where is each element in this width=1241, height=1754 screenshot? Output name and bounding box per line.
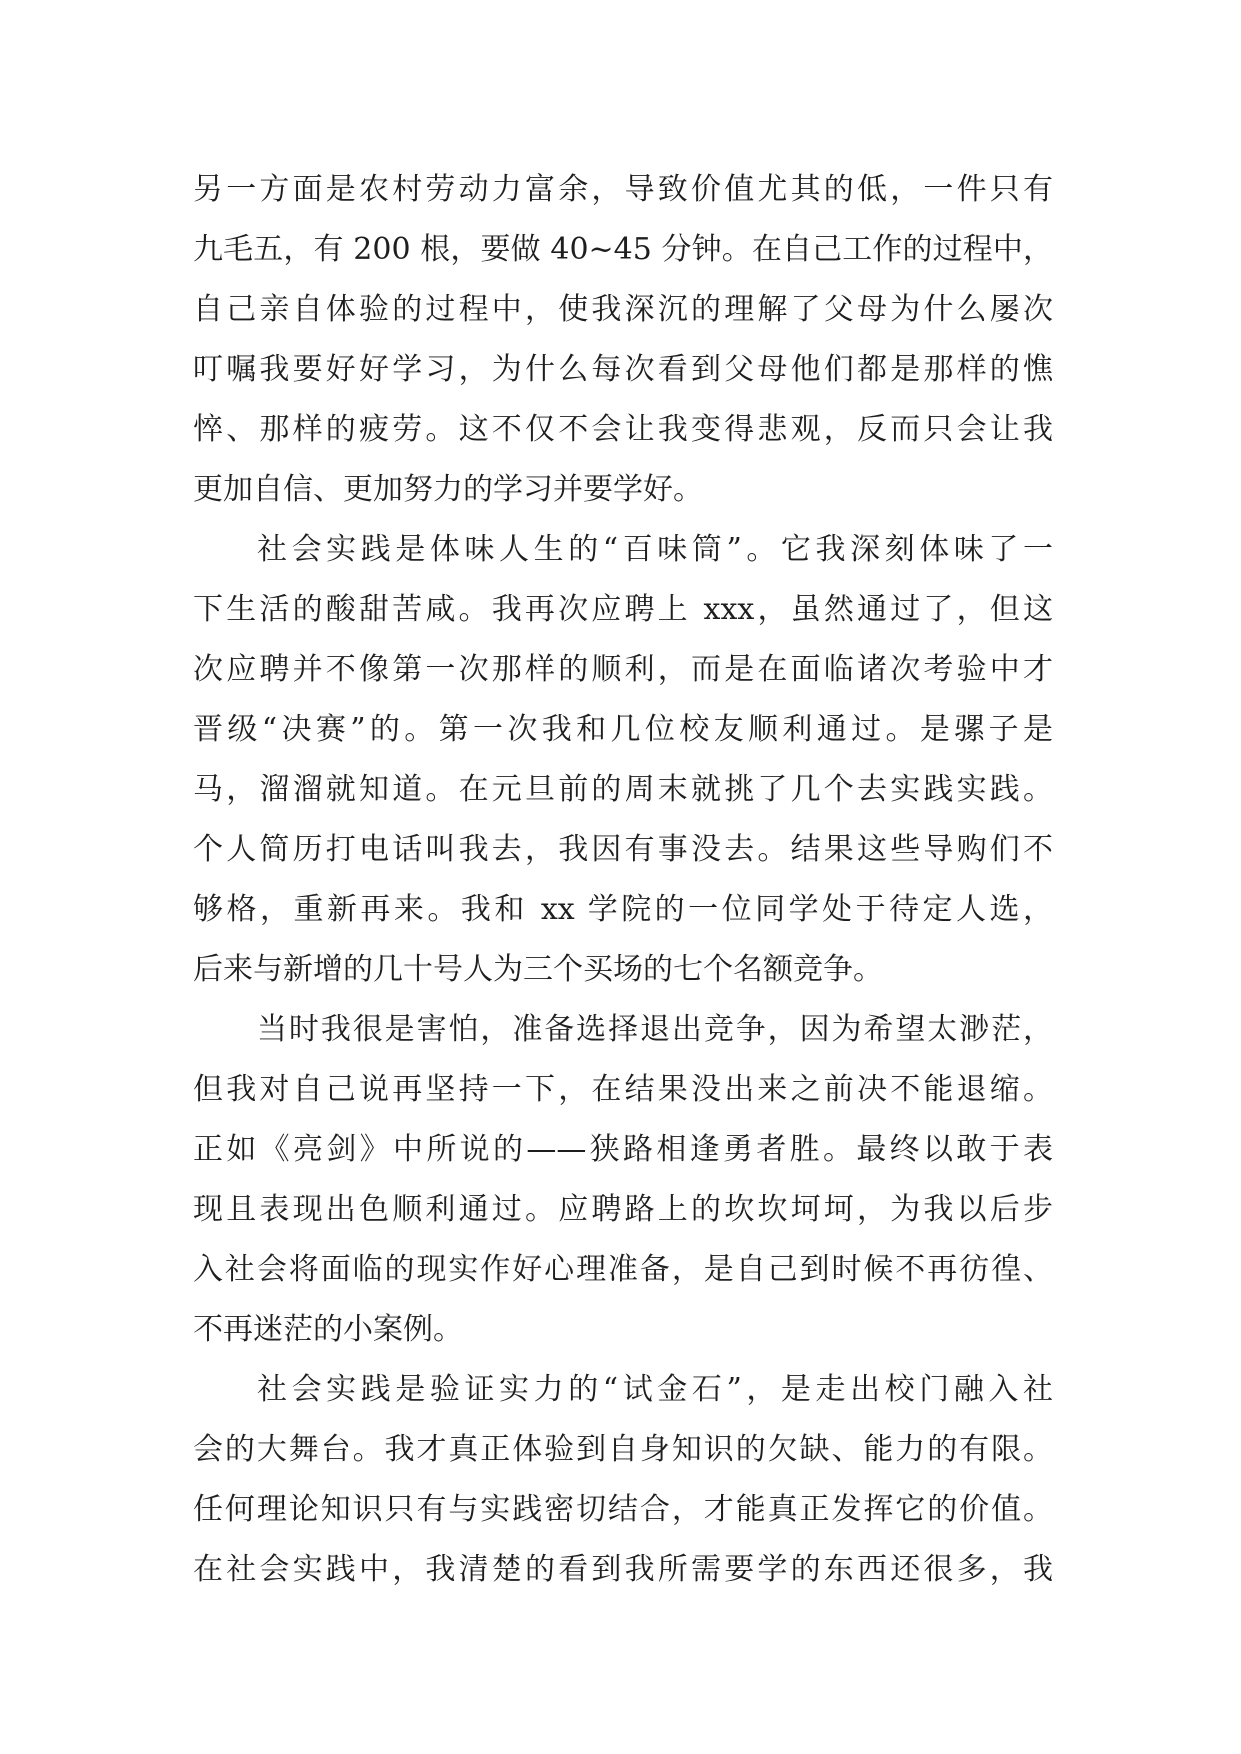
text-line: 另一方面是农村劳动力富余，导致价值尤其的低，一件只有 — [193, 172, 1053, 207]
text-line: 不再迷茫的小案例。 — [193, 1312, 463, 1347]
text-line: 更加自信、更加努力的学习并要学好。 — [193, 472, 703, 507]
text-line: 在社会实践中，我清楚的看到我所需要学的东西还很多，我 — [193, 1552, 1053, 1587]
text-line: 入社会将面临的现实作好心理准备，是自己到时候不再彷徨、 — [193, 1252, 1053, 1287]
text-line: 现且表现出色顺利通过。应聘路上的坎坎坷坷，为我以后步 — [193, 1192, 1053, 1227]
text-line: 九毛五，有 200 根，要做 40~45 分钟。在自己工作的过程中， — [193, 232, 1053, 267]
text-line: 后来与新增的几十号人为三个买场的七个名额竞争。 — [193, 952, 883, 987]
text-line: 悴、那样的疲劳。这不仅不会让我变得悲观，反而只会让我 — [193, 412, 1053, 447]
text-line: 正如《亮剑》中所说的——狭路相逢勇者胜。最终以敢于表 — [193, 1132, 1053, 1167]
text-line: 下生活的酸甜苦咸。我再次应聘上 xxx，虽然通过了，但这 — [193, 592, 1053, 627]
text-line: 任何理论知识只有与实践密切结合，才能真正发挥它的价值。 — [193, 1492, 1053, 1527]
text-line: 自己亲自体验的过程中，使我深沉的理解了父母为什么屡次 — [193, 292, 1053, 327]
paragraph-first-line: 当时我很是害怕，准备选择退出竞争，因为希望太渺茫， — [257, 1012, 1053, 1047]
text-line: 马，溜溜就知道。在元旦前的周末就挑了几个去实践实践。 — [193, 772, 1053, 807]
text-line: 晋级“决赛”的。第一次我和几位校友顺利通过。是骡子是 — [193, 712, 1053, 747]
text-line: 叮嘱我要好好学习，为什么每次看到父母他们都是那样的憔 — [193, 352, 1053, 387]
paragraph-first-line: 社会实践是验证实力的“试金石”，是走出校门融入社 — [257, 1372, 1053, 1407]
text-line: 但我对自己说再坚持一下，在结果没出来之前决不能退缩。 — [193, 1072, 1053, 1107]
text-line: 会的大舞台。我才真正体验到自身知识的欠缺、能力的有限。 — [193, 1432, 1053, 1467]
paragraph-first-line: 社会实践是体味人生的“百味筒”。它我深刻体味了一 — [257, 532, 1053, 567]
text-line: 次应聘并不像第一次那样的顺利，而是在面临诸次考验中才 — [193, 652, 1053, 687]
text-line: 够格，重新再来。我和 xx 学院的一位同学处于待定人选， — [193, 892, 1053, 927]
text-line: 个人简历打电话叫我去，我因有事没去。结果这些导购们不 — [193, 832, 1053, 867]
document-body — [193, 160, 1053, 1600]
